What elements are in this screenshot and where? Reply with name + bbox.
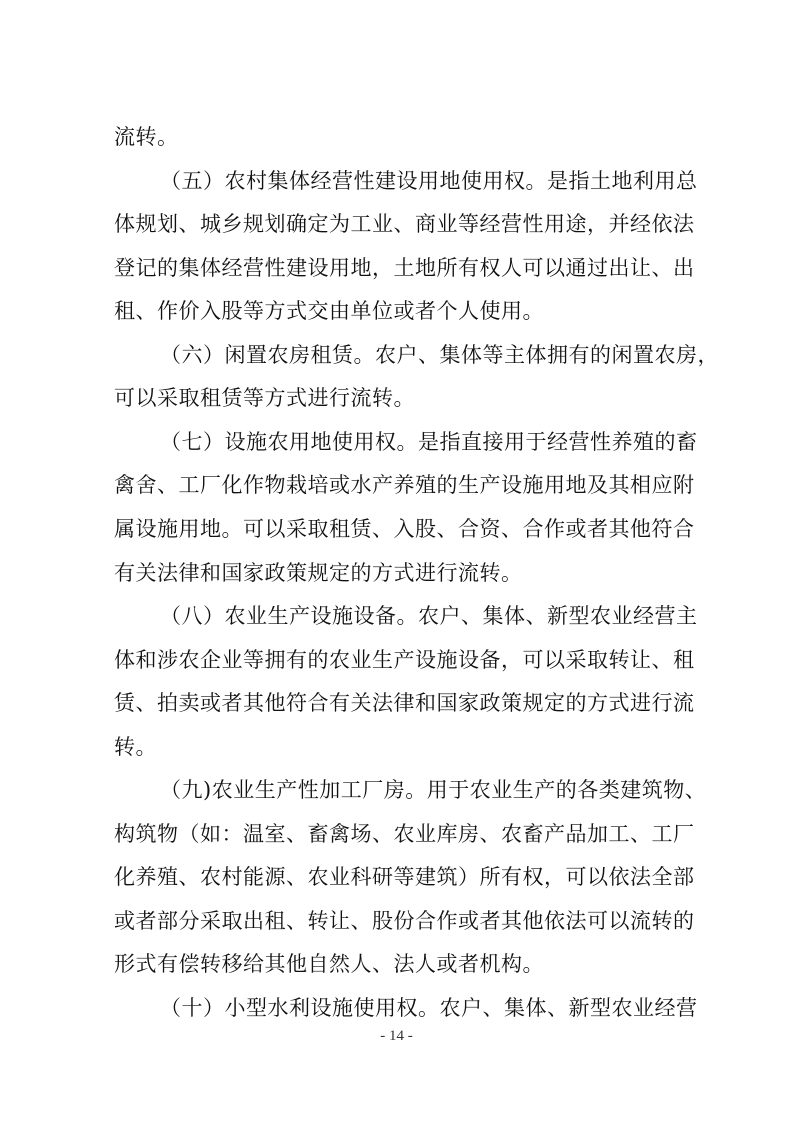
text-line: 体和涉农企业等拥有的农业生产设施设备，可以采取转让、租 — [114, 648, 695, 672]
page-number: - 14 - — [380, 1028, 413, 1044]
text-line: 属设施用地。可以采取租赁、入股、合资、合作或者其他符合 — [114, 517, 695, 541]
text-line: 赁、拍卖或者其他符合有关法律和国家政策规定的方式进行流 — [114, 691, 695, 715]
text-line: 构筑物（如：温室、畜禽场、农业库房、农畜产品加工、工厂 — [114, 822, 695, 846]
text-line: （六）闲置农房租赁。农户、集体等主体拥有的闲置农房， — [160, 343, 719, 367]
text-line: 转。 — [114, 735, 157, 759]
text-line: 体规划、城乡规划确定为工业、商业等经营性用途，并经依法 — [114, 212, 695, 236]
text-line: （十）小型水利设施使用权。农户、集体、新型农业经营 — [160, 996, 698, 1020]
text-line: （五）农村集体经营性建设用地使用权。是指土地利用总 — [160, 169, 698, 193]
text-line: 或者部分采取出租、转让、股份合作或者其他依法可以流转的 — [114, 909, 695, 933]
text-line: 化养殖、农村能源、农业科研等建筑）所有权，可以依法全部 — [114, 865, 695, 889]
text-line: （八）农业生产设施设备。农户、集体、新型农业经营主 — [160, 604, 698, 628]
text-line: 有关法律和国家政策规定的方式进行流转。 — [114, 561, 523, 585]
text-line: （七）设施农用地使用权。是指直接用于经营性养殖的畜 — [160, 430, 698, 454]
text-line: 可以采取租赁等方式进行流转。 — [114, 386, 415, 410]
text-line: 形式有偿转移给其他自然人、法人或者机构。 — [114, 952, 544, 976]
text-line: 禽舍、工厂化作物栽培或水产养殖的生产设施用地及其相应附 — [114, 473, 695, 497]
text-line: 租、作价入股等方式交由单位或者个人使用。 — [114, 299, 544, 323]
text-line: 流转。 — [114, 125, 179, 149]
text-line: （九)农业生产性加工厂房。用于农业生产的各类建筑物、 — [160, 778, 707, 802]
text-line: 登记的集体经营性建设用地，土地所有权人可以通过出让、出 — [114, 256, 695, 280]
